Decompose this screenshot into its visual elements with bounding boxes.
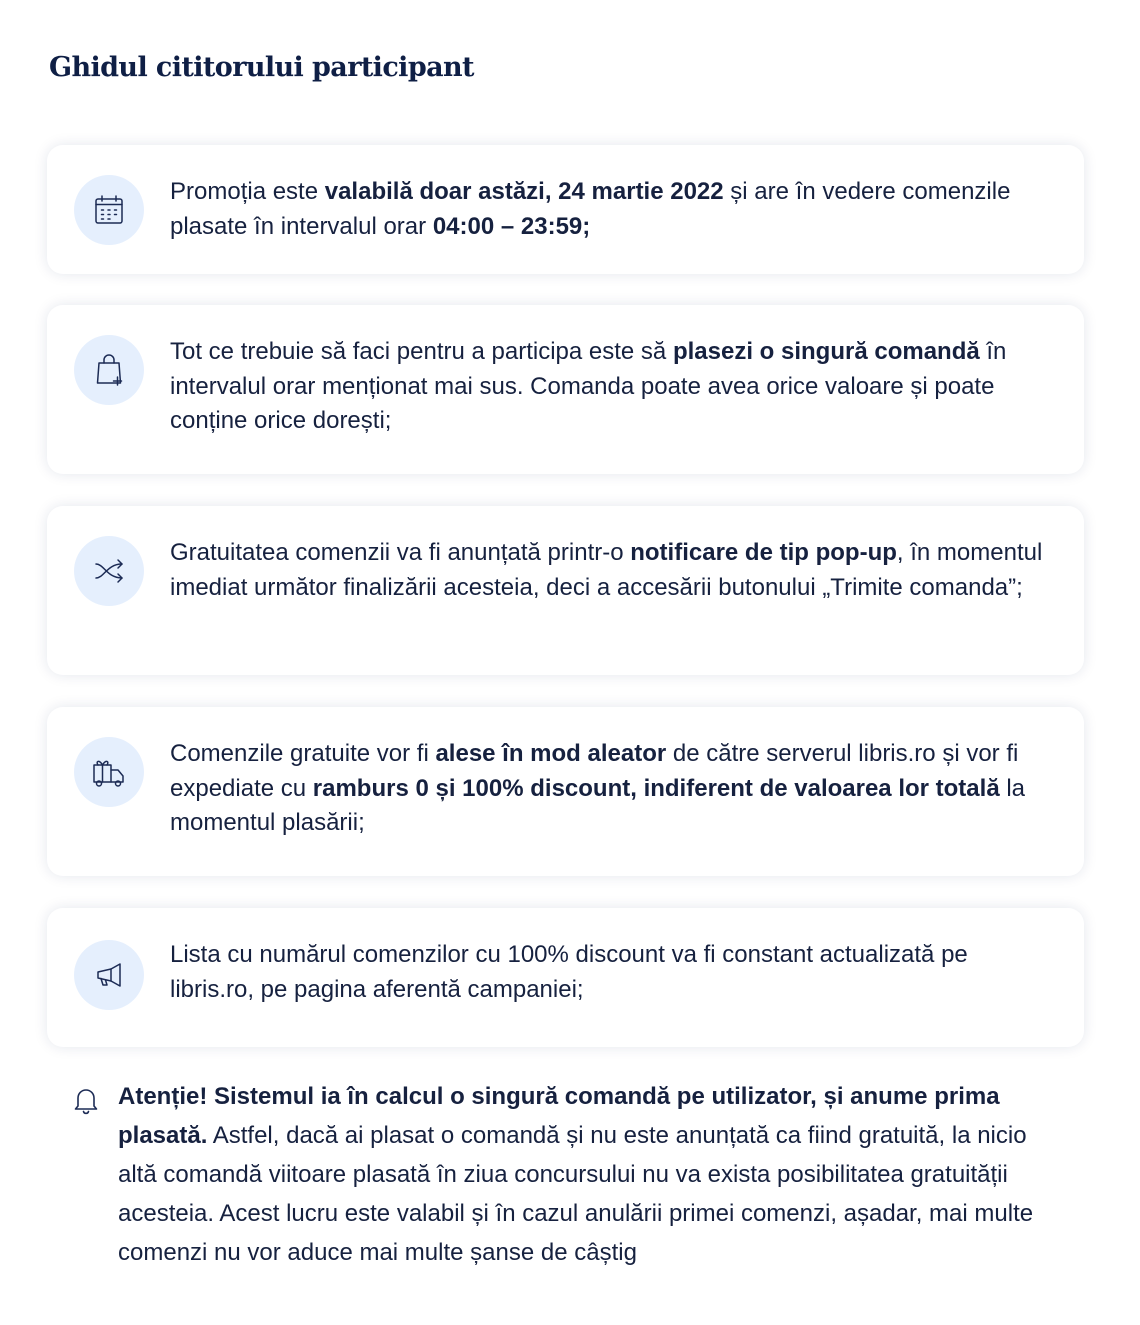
- notice-body-text: Astfel, dacă ai plasat o comandă și nu este anunțată ca fiind gratuită, la nicio altă comandă viitoare plasată în ziua concursului nu va exista posibilitatea gratuității acesteia. Acest lucru este valabil și în cazul anulării primei comenzi, așadar, mai multe comenzi nu vor aduce mai multe șanse de câștig: [118, 1122, 1034, 1266]
- card-text: [170, 335, 1045, 439]
- card-text-span: Tot ce trebuie să faci pentru a participa este să: [170, 338, 673, 365]
- card-text-span: Gratuitatea comenzii va fi anunțată printr-o: [170, 539, 631, 566]
- card-text-bold: notificare de tip pop-up: [630, 539, 897, 566]
- bell-icon: [70, 1084, 102, 1116]
- megaphone-icon: [74, 940, 144, 1010]
- card-text: [170, 536, 1045, 605]
- notice-text: [118, 1077, 1048, 1272]
- info-card-random-orders: [47, 707, 1084, 876]
- gift-truck-icon: [74, 737, 144, 807]
- card-text-bold: plasezi o singură comandă: [672, 338, 980, 365]
- card-text-span: , în momentul imediat următor finalizării acesteia, deci a accesării butonului „Trimite comanda”;: [170, 539, 1043, 601]
- shopping-bag-icon: [74, 335, 144, 405]
- card-text-bold: ramburs 0 și 100% discount, indiferent de valoarea lor totală: [312, 774, 1000, 802]
- shuffle-icon: [74, 536, 144, 606]
- info-card-list: [47, 908, 1084, 1047]
- card-text-span: de către serverul libris.ro și vor fi expediate cu: [170, 740, 1019, 802]
- info-card-validity: [47, 145, 1084, 274]
- card-text-span: Comenzile gratuite vor fi: [170, 740, 436, 767]
- info-card-notification: [47, 506, 1084, 675]
- card-text: [170, 938, 1045, 1007]
- card-text-span: Promoția este: [170, 178, 325, 205]
- card-text-span: Lista cu numărul comenzilor cu 100% discount va fi constant actualizată pe libris.ro, pe pagina aferentă campaniei;: [170, 941, 968, 1003]
- card-text: [170, 737, 1045, 841]
- card-text-bold: 04:00 – 23:59;: [432, 212, 591, 240]
- card-text-bold: alese în mod aleator: [435, 740, 667, 767]
- calendar-icon: [74, 175, 144, 245]
- card-text-span: în intervalul orar menționat mai sus. Comanda poate avea orice valoare și poate conține orice dorești;: [170, 338, 1007, 434]
- card-text-bold: valabilă doar astăzi, 24 martie 2022: [324, 178, 724, 205]
- info-card-participation: [47, 305, 1084, 474]
- page-title: Ghidul cititorului participant: [49, 52, 474, 83]
- notice-bold-text: Atenție! Sistemul ia în calcul o singură comandă pe utilizator, și anume prima plasată.: [118, 1083, 1000, 1149]
- card-text: [170, 175, 1045, 244]
- card-text-span: și are în vedere comenzile plasate în intervalul orar: [170, 178, 1011, 240]
- card-text-span: la momentul plasării;: [170, 774, 1026, 836]
